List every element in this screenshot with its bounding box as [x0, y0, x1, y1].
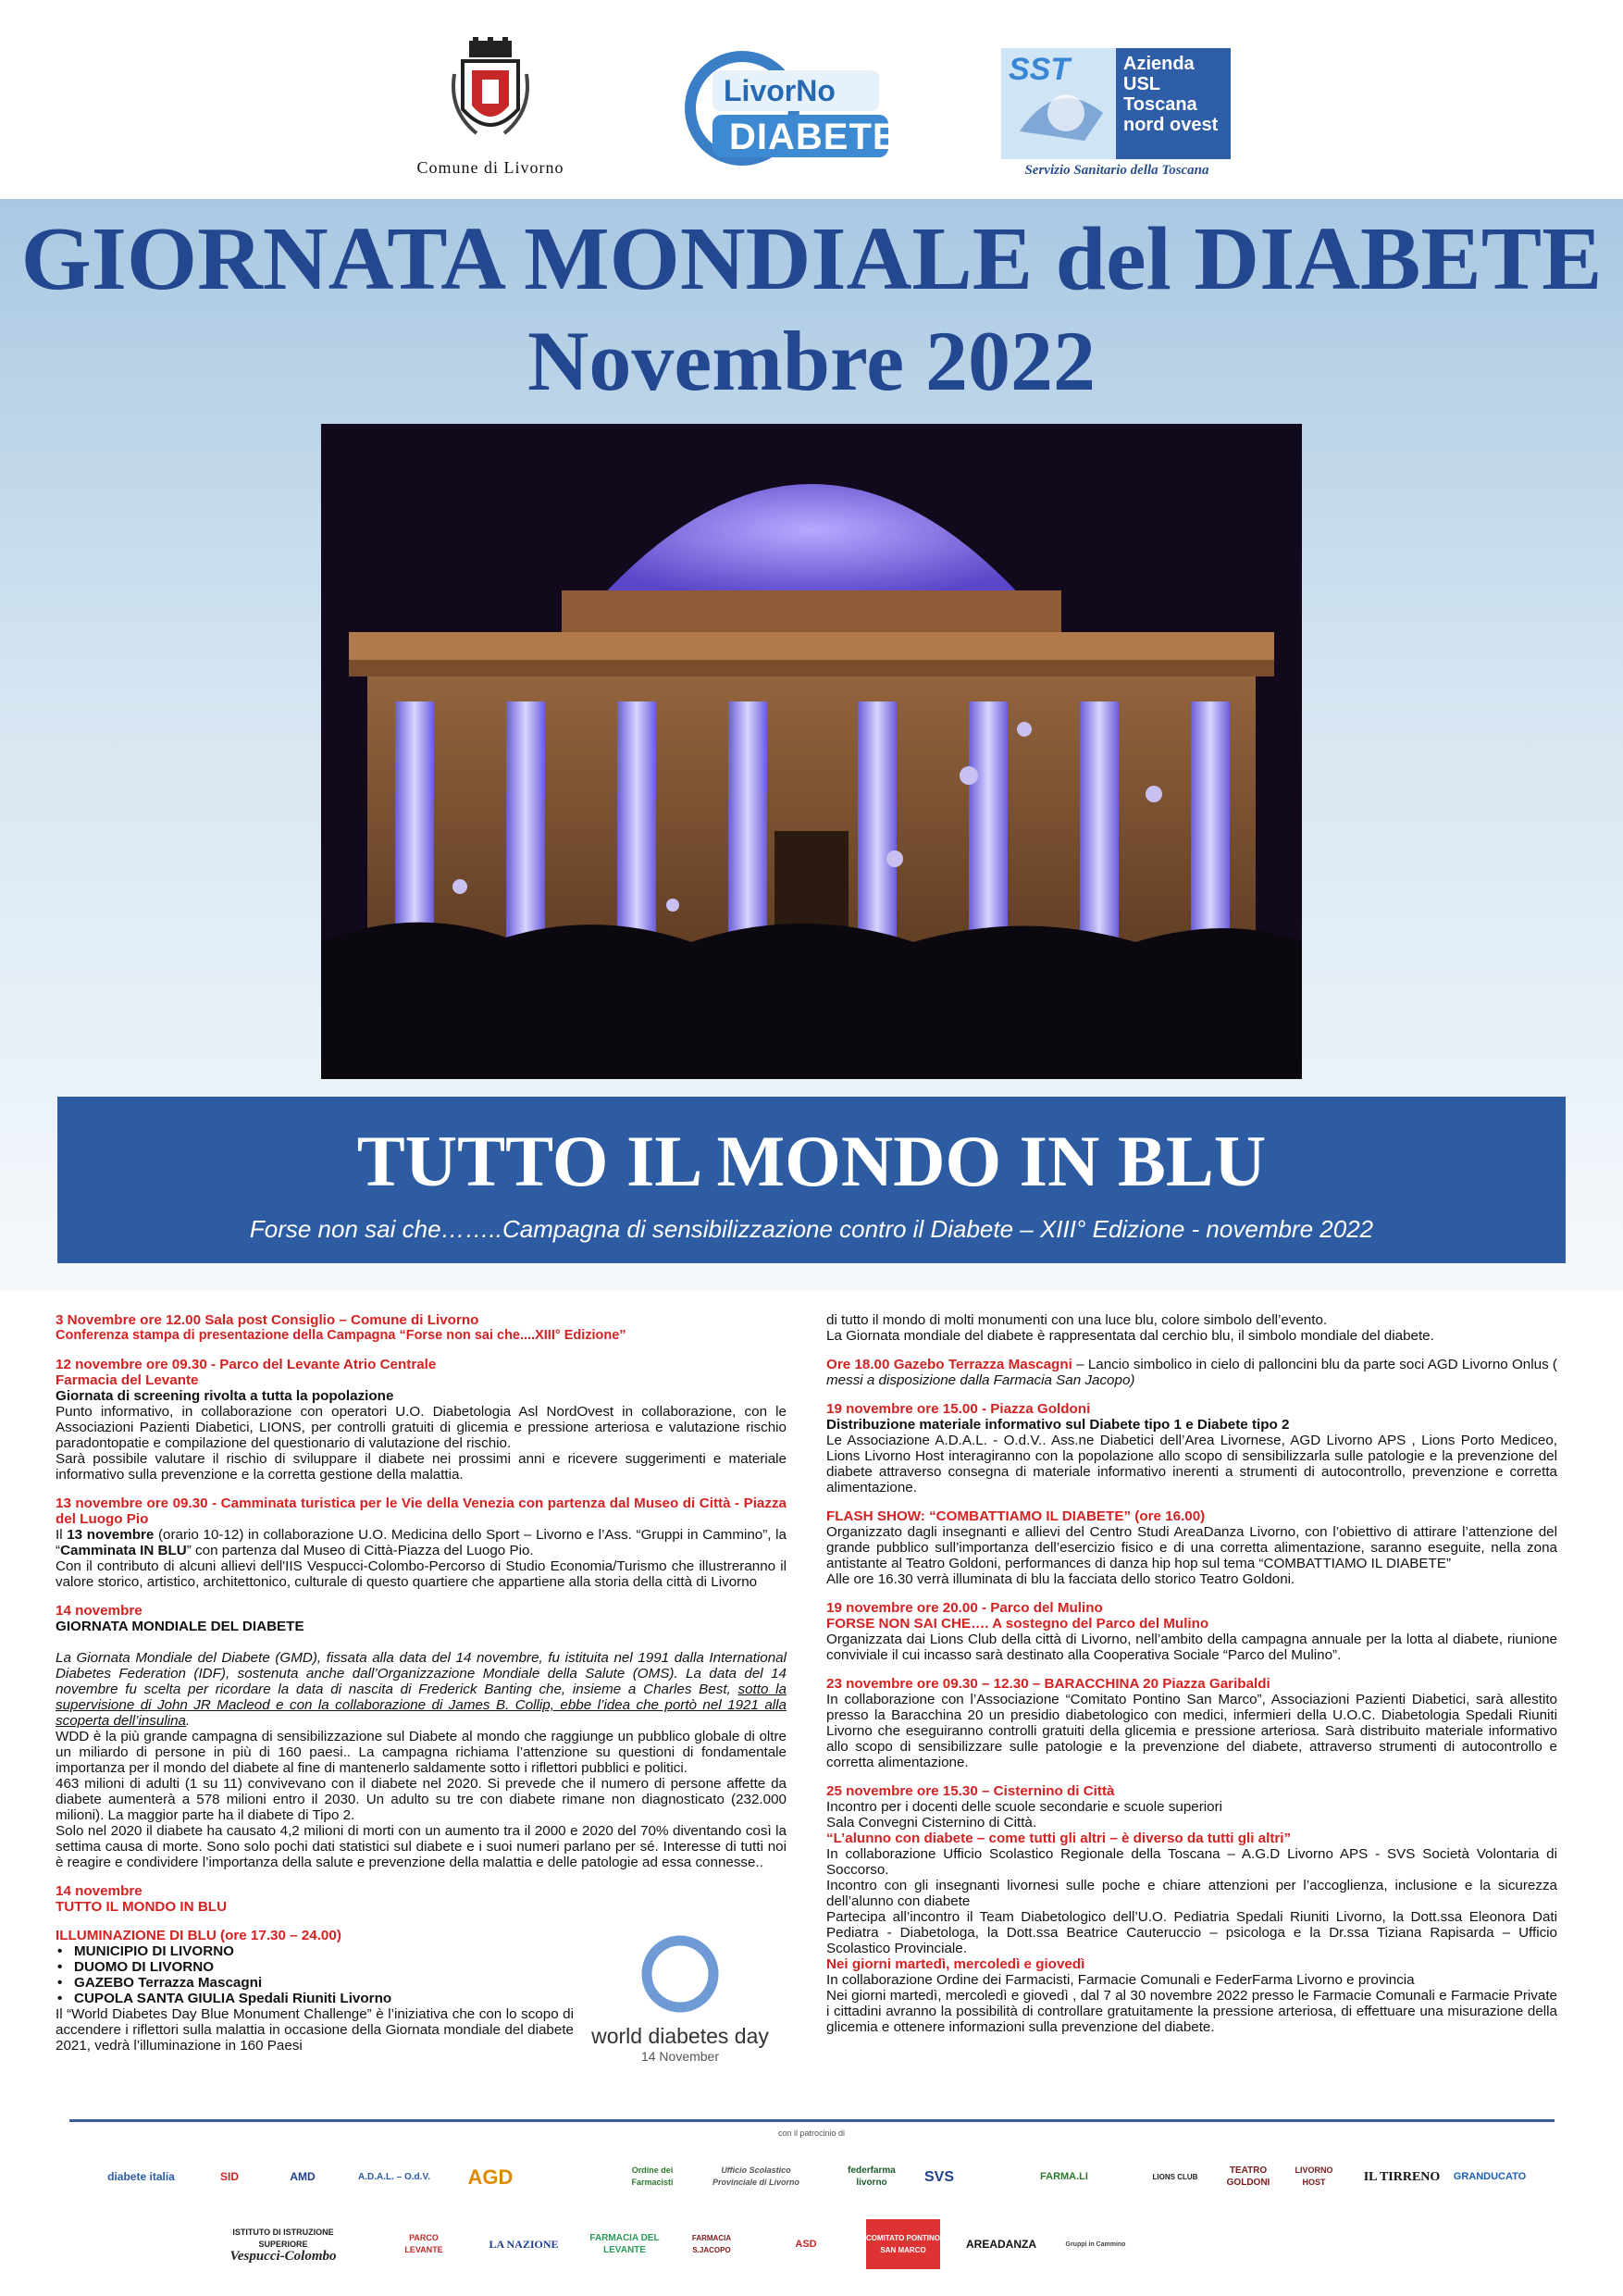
- event-text-2: Con il contributo di alcuni allievi dell'IIS Vespucci-Colombo-Percorso di Studio Economia/Turismo che illustreranno il valore storico, artistico, architettonico, culturale di questo quartiere che appartiene alla storia della città di Livorno: [56, 1558, 787, 1590]
- sponsor-line: Vespucci-Colombo: [229, 2248, 337, 2264]
- sponsor-logo: A.D.A.L. – O.d.V.: [358, 2171, 430, 2182]
- event-italic-underline: sotto la supervisione di John JR Macleod e con la collaborazione di James B. Collip, ebbe l’idea che portò nel 1921 alla scoperta dell’insulina: [56, 1682, 787, 1729]
- sponsor-logo: federfarma livorno: [848, 2166, 896, 2188]
- usl-line2: USL: [1123, 74, 1160, 94]
- event-text-3: In collaborazione Ufficio Scolastico Regionale della Toscana – A.G.D Livorno APS - SVS Società Volontaria di Soccorso.: [826, 1846, 1557, 1878]
- usl-line4: nord ovest: [1123, 115, 1219, 135]
- sponsor-logo: PARCO LEVANTE: [404, 2233, 443, 2254]
- event-heading: Nei giorni martedì, mercoledì e giovedì: [826, 1956, 1085, 1972]
- event-text-4: Incontro con gli insegnanti livornesi sulle poche e chiare attenzioni per l’accoglienza, inclusione e la sicurezza dell’alunno con diabete: [826, 1878, 1557, 1909]
- sponsor-logo: GRANDUCATO: [1453, 2170, 1527, 2182]
- event-heading: FLASH SHOW: “COMBATTIAMO IL DIABETE” (ore 16.00): [826, 1508, 1206, 1524]
- comune-label: Comune di Livorno: [416, 158, 564, 177]
- event-text: [56, 1527, 787, 1558]
- sponsor-logo: SID: [219, 2169, 239, 2183]
- event-press: [56, 1312, 787, 1344]
- event-text-part: ” con partenza dal Museo di Città-Piazza del Luogo Pio.: [186, 1543, 534, 1558]
- usl-logo: [1001, 48, 1233, 187]
- event-flash-show: [826, 1508, 1557, 1587]
- sponsor-logo: SVS: [923, 2168, 954, 2185]
- event-heading: Ore 18.00 Gazebo Terrazza Mascagni: [826, 1357, 1072, 1372]
- comune-logo: [389, 37, 592, 185]
- sponsor-logo: FARMACIA S.JACOPO: [691, 2234, 732, 2254]
- sponsor-logo: LA NAZIONE: [489, 2237, 559, 2251]
- event-heading-2: TUTTO IL MONDO IN BLU: [56, 1899, 228, 1915]
- event-text-part: (orario 10-12) in collaborazione U.O. Medicina dello Sport – Livorno e l’Ass. “Gruppi in Cammino”, la “: [56, 1527, 787, 1558]
- event-continued: [826, 1312, 1557, 1344]
- usl-sst: SST: [1009, 52, 1071, 87]
- banner-subtitle: Forse non sai che……..Campagna di sensibilizzazione contro il Diabete – XIII° Edizione - novembre 2022: [249, 1215, 1374, 1243]
- event-heading: 13 novembre ore 09.30 - Camminata turistica per le Vie della Venezia con partenza dal Museo di Città - Piazza del Luogo Pio: [56, 1496, 787, 1527]
- sponsor-row-1: [0, 2152, 1623, 2207]
- event-subheading: Conferenza stampa di presentazione della Campagna “Forse non sai che....XIII° Edizione”: [56, 1328, 626, 1343]
- event-text: Il “World Diabetes Day Blue Monument Challenge” è l’iniziativa che con lo scopo di accendere i riflettori sulla malattia in occasione della Giornata mondiale del diabete 2021, vedrà l’illuminazione in 160 Paesi: [56, 2006, 574, 2054]
- sponsor-logo: FARMACIA DEL LEVANTE: [589, 2233, 660, 2255]
- illumination-list: [56, 1943, 574, 2006]
- event-baracchina: [826, 1676, 1557, 1770]
- crest-icon: [449, 37, 532, 148]
- event-italic: messi a disposizione dalla Farmacia San Jacopo): [826, 1372, 1135, 1388]
- sponsor-logo: AREADANZA: [966, 2237, 1036, 2251]
- event-walk: [56, 1496, 787, 1590]
- livorno-diabete-logo: [685, 48, 907, 168]
- event-italic: [56, 1650, 787, 1729]
- usl-line1: Azienda: [1123, 54, 1195, 74]
- sponsor-logo: LIONS CLUB: [1152, 2172, 1198, 2181]
- event-text-part: Il: [56, 1527, 68, 1543]
- blue-circle-icon: [638, 1932, 722, 2016]
- event-text: WDD è la più grande campagna di sensibilizzazione sul Diabete al mondo che raggiunge un pubblico globale di oltre un miliardo di persone in più di 160 paesi.. La campagna richiama l’attenzione su questioni di fondamentale importanza per il mondo del diabete al fine di mantenerlo saldamente sotto i riflettori pubblici e politici.: [56, 1729, 787, 1776]
- sponsor-logo: LIVORNO HOST: [1295, 2166, 1333, 2187]
- event-gazebo: [826, 1357, 1557, 1388]
- sponsor-logo: FARMA.LI: [1040, 2170, 1088, 2182]
- event-date: 13 novembre: [67, 1527, 155, 1543]
- sponsor-logo: AGD: [467, 2165, 514, 2189]
- usl-text: [1123, 54, 1218, 135]
- event-blue: [56, 1883, 787, 1915]
- event-quote: “L’alunno con diabete – come tutti gli altri – è diverso da tutti gli altri”: [826, 1831, 1292, 1846]
- event-text: Organizzata dai Lions Club della città di Livorno, nell’ambito della campagna annuale per la lotta al diabete, riunione conviviale il cui incasso sarà destinato alla Cooperativa Sociale “Parco del Mulino”.: [826, 1632, 1557, 1663]
- event-italic-part: La Giornata Mondiale del Diabete (GMD), fissata alla data del 14 novembre, fu istituita nel 1991 dalla International Diabetes Federation (IDF), sostenuta anche dall’Organizzazione Mondiale della Salute (OMS). La data del 14 novembre fu scelta per ricordare la data di nascita di Frederick Banting che, insieme a Charles Best,: [56, 1650, 787, 1697]
- event-goldoni: [826, 1401, 1557, 1496]
- event-illumination: [56, 1928, 574, 2054]
- sponsor-logo: COMITATO PONTINO SAN MARCO: [866, 2219, 940, 2269]
- event-heading-2: FORSE NON SAI CHE…. A sostegno del Parco del Mulino: [826, 1616, 1209, 1632]
- sponsor-logo: Ufficio Scolastico Provinciale di Livorno: [712, 2166, 800, 2187]
- wdd-date: 14 November: [640, 2049, 720, 2064]
- event-text: di tutto il mondo di molti monumenti con una luce blu, colore simbolo dell’evento.: [826, 1312, 1328, 1328]
- event-text-2: Sarà possibile valutare il rischio di sviluppare il diabete nei prossimi anni e ricevere suggerimenti e materiale informativo sulla prevenzione e la corretta gestione della malattia.: [56, 1451, 787, 1483]
- event-text: Le Associazione A.D.A.L. - O.d.V.. Ass.ne Diabetici dell’Area Livornese, AGD Livorno APS , Lions Porto Mediceo, Lions Livorno Host interagiranno con la popolazione allo scopo di sensibilizzarla sulle patologie e la prevenzione del diabete attraverso consegna di materiale informativo inerenti a strumenti di autocontrollo, prevenzione e corretta alimentazione.: [826, 1433, 1557, 1496]
- event-heading: 19 novembre ore 15.00 - Piazza Goldoni: [826, 1401, 1091, 1417]
- sponsor-line: ISTITUTO DI ISTRUZIONE SUPERIORE: [232, 2227, 334, 2249]
- event-pharmacies: [826, 1956, 1557, 2035]
- sponsor-logo: Ordine dei Farmacisti: [631, 2166, 674, 2187]
- diabete-text: DIABETE: [729, 117, 898, 157]
- event-bold: GIORNATA MONDIALE DEL DIABETE: [56, 1619, 304, 1634]
- event-text-2: La Giornata mondiale del diabete è rappresentata dal cerchio blu, il simbolo mondiale del diabete.: [826, 1328, 1434, 1344]
- usl-line3: Toscana: [1123, 94, 1197, 115]
- sponsor-logo: [218, 2219, 348, 2269]
- event-heading: 12 novembre ore 09.30 - Parco del Levante Atrio Centrale: [56, 1357, 437, 1372]
- monument-image: [321, 424, 1302, 1079]
- event-heading: 23 novembre ore 09.30 – 12.30 – BARACCHINA 20 Piazza Garibaldi: [826, 1676, 1270, 1692]
- hero-photo: [321, 424, 1302, 1079]
- event-heading: 14 novembre: [56, 1603, 142, 1619]
- footer-divider: [69, 2119, 1555, 2122]
- event-text: [826, 1357, 1557, 1388]
- wdd-title: world diabetes day: [591, 2024, 769, 2048]
- banner-title: TUTTO IL MONDO IN BLU: [356, 1121, 1267, 1201]
- event-text: Organizzato dagli insegnanti e allievi del Centro Studi AreaDanza Livorno, con l’obiettivo di attirare l’attenzione del grande pubblico sull’importanza dell’esercizio fisico e di una corretta alimentazione, saranno eseguite, nella zona antistante al Teatro Goldoni, performances di danza hip hop sul tema “COMBATTIAMO IL DIABETE”: [826, 1524, 1557, 1571]
- event-text-part: – Lancio simbolico in cielo di palloncini blu da parte soci AGD Livorno Onlus (: [1072, 1357, 1557, 1372]
- event-text: In collaborazione Ordine dei Farmacisti, Farmacie Comunali e FederFarma Livorno e provincia: [826, 1972, 1415, 1988]
- patrocinio-label: con il patrocinio di: [777, 2128, 846, 2138]
- list-item: • MUNICIPIO DI LIVORNO: [74, 1943, 574, 1959]
- event-text: Incontro per i docenti delle scuole secondarie e scuole superiori: [826, 1799, 1223, 1815]
- livorno-text: LivorNo: [724, 74, 836, 107]
- event-cisternino: [826, 1783, 1557, 1956]
- event-text: Punto informativo, in collaborazione con operatori U.O. Diabetologia Asl NordOvest in collaborazione, con le Associazioni Pazienti Diabetici, LIONS, per controlli gratuiti di glicemia e pressione arteriosa e valutazione rischio paradontopatie e compilazione del questionario di valutazione del rischio.: [56, 1404, 787, 1451]
- event-text-2: Nei giorni martedì, mercoledì e giovedì , dal 7 al 30 novembre 2022 presso le Farmacie Comunali e Farmacie Private i cittadini avranno la possibilità di controllare gratuitamente la pressione arteriosa, di effettuare una misurazione della glicemia e ottenere informazioni sulla prevenzione del diabete.: [826, 1988, 1557, 2035]
- event-text-3: Solo nel 2020 il diabete ha causato 4,2 milioni di morti con un aumento tra il 2000 e 2020 del 70% diventando così la settima causa di morte. Sono solo pochi dati statistici sul diabete e i suoi numeri parlano per sé. Interesse di tutti noi è reagire e condividere l’importanza della salute e prevenzione della malattia e delle patologie ad essa connesse..: [56, 1823, 787, 1870]
- right-column: [826, 1312, 1557, 2048]
- event-walk-name: Camminata IN BLU: [60, 1543, 187, 1558]
- event-heading: 25 novembre ore 15.30 – Cisternino di Città: [826, 1783, 1115, 1799]
- event-text-2: Alle ore 16.30 verrà illuminata di blu la facciata dello storico Teatro Goldoni.: [826, 1571, 1295, 1587]
- event-world-day: [56, 1603, 787, 1870]
- event-heading: 3 Novembre ore 12.00 Sala post Consiglio – Comune di Livorno: [56, 1312, 479, 1328]
- event-heading: 19 novembre ore 20.00 - Parco del Mulino: [826, 1600, 1103, 1616]
- list-item: • CUPOLA SANTA GIULIA Spedali Riuniti Livorno: [74, 1991, 574, 2006]
- event-text-2: 463 milioni di adulti (1 su 11) convivevano con il diabete nel 2020. Si prevede che il numero di persone affette da diabete aumenterà a 578 milioni entro il 2030. Un adulto su tre con diabete rimane non diagnosticato (232.000 milioni). La maggior parte ha il diabete di Tipo 2.: [56, 1776, 787, 1823]
- event-screening: [56, 1357, 787, 1483]
- event-mulino: [826, 1600, 1557, 1663]
- page-title: GIORNATA MONDIALE del DIABETE: [20, 209, 1603, 309]
- sponsor-logo: Gruppi in Cammino: [1065, 2240, 1126, 2248]
- world-diabetes-day-logo: [569, 1932, 791, 2062]
- sponsor-row-2: [0, 2219, 1623, 2275]
- list-item: • GAZEBO Terrazza Mascagni: [74, 1975, 574, 1991]
- event-text: In collaborazione con l’Associazione “Comitato Pontino San Marco”, Associazioni Pazienti Diabetici, sarà allestito presso la Baracchina 20 un presidio diabetologico con medici, infermieri della U.O.C. Diabetologia Spedali Riuniti Livorno che eseguiranno controlli gratuiti della glicemia e pressione arteriosa. Sarà distribuito materiale informativo allo scopo di sensibilizzare sulle patologie e la prevenzione del diabete, attraverso strumenti di autocontrollo e corretta alimentazione.: [826, 1692, 1557, 1770]
- event-text-5: Partecipa all’incontro il Team Diabetologico dell’U.O. Pediatria Spedali Riuniti Livorno, la Dott.ssa Eleonora Dati Pediatra - Diabetologa, la Dott.ssa Beatrice Cauteruccio – psicologa e la Dr.ssa Tiziana Rapisarda – Ufficio Scolastico Provinciale.: [826, 1909, 1557, 1956]
- page-subtitle: Novembre 2022: [527, 314, 1096, 408]
- event-bold: Distribuzione materiale informativo sul Diabete tipo 1 e Diabete tipo 2: [826, 1417, 1290, 1433]
- sponsor-logo: IL TIRRENO: [1363, 2169, 1441, 2184]
- event-heading: 14 novembre: [56, 1883, 142, 1899]
- sponsor-logo: ASD: [795, 2238, 817, 2250]
- list-item: • DUOMO DI LIVORNO: [74, 1959, 574, 1975]
- usl-sub: Servizio Sanitario della Toscana: [1024, 163, 1209, 178]
- event-heading-2: Farmacia del Levante: [56, 1372, 199, 1388]
- sponsor-logo: TEATRO GOLDONI: [1226, 2166, 1270, 2188]
- event-heading: ILLUMINAZIONE DI BLU (ore 17.30 – 24.00): [56, 1928, 341, 1943]
- sponsor-logo: diabete italia: [107, 2169, 175, 2183]
- event-italic-end: .: [186, 1713, 191, 1729]
- sponsor-logo: AMD: [290, 2169, 316, 2183]
- event-text-2: Sala Convegni Cisternino di Città.: [826, 1815, 1037, 1831]
- event-bold: Giornata di screening rivolta a tutta la popolazione: [56, 1388, 394, 1404]
- campaign-banner: [57, 1097, 1566, 1263]
